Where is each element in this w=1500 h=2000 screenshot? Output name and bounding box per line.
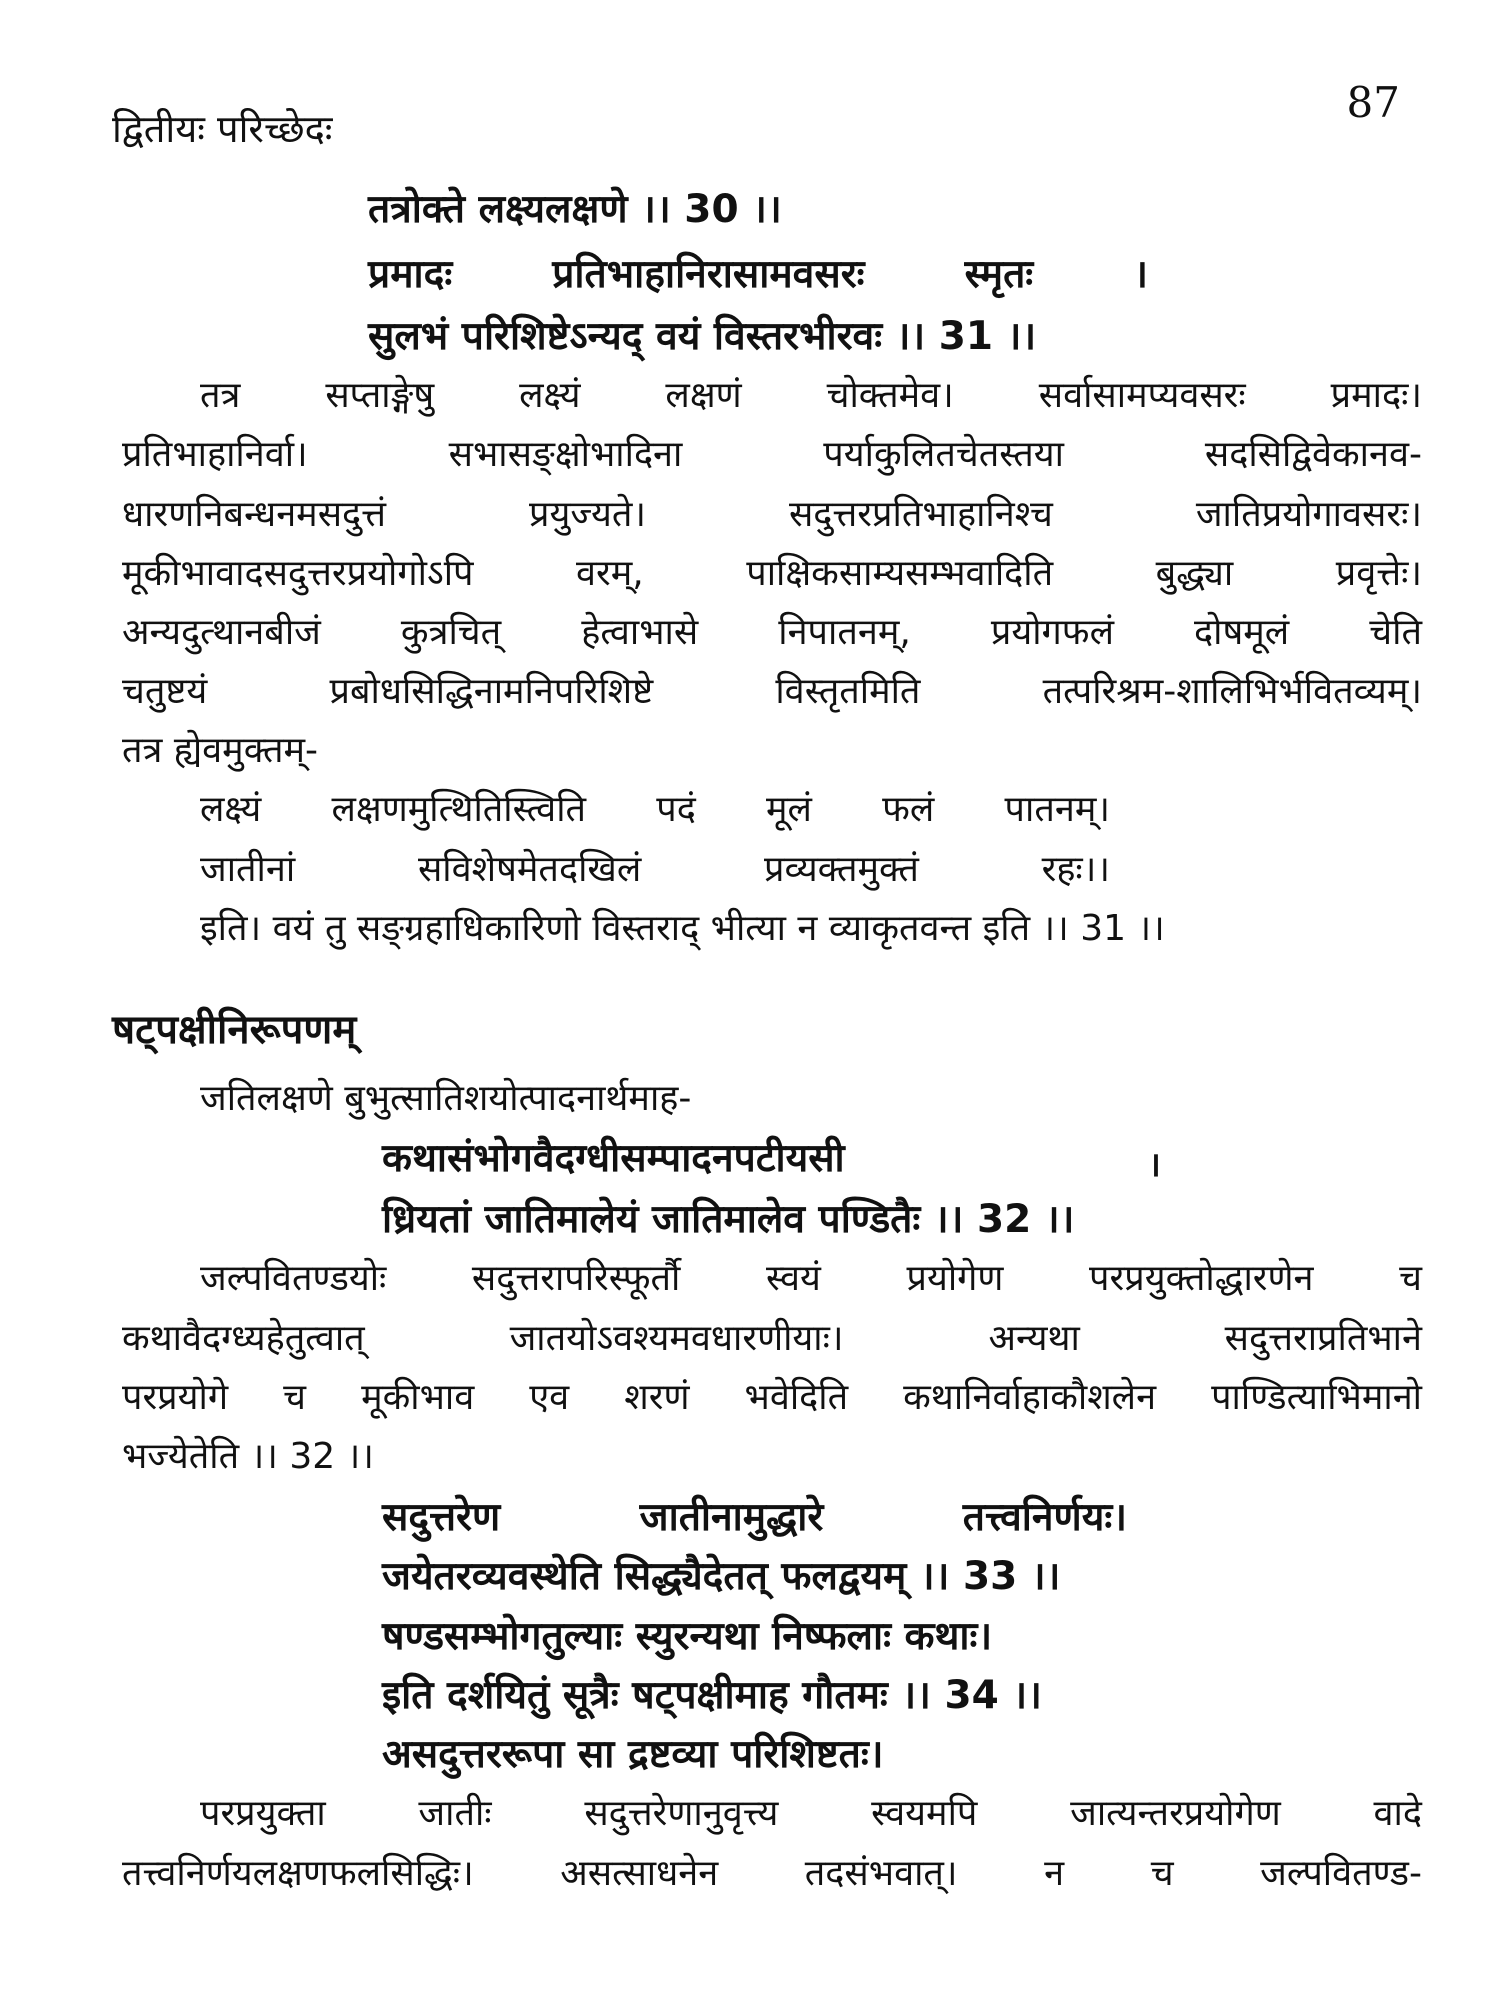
commentary-line: तत्र ह्येवमुक्तम्-	[122, 730, 319, 771]
commentary-line: प्रतिभाहानिर्वा। सभासङ्क्षोभादिना पर्याकुलितचेतस्तया सदसिद्विवेकानव-	[122, 434, 1422, 475]
danda-mark: ।	[1148, 1145, 1161, 1185]
commentary-line: भज्येतेति ।। 32 ।।	[122, 1436, 374, 1477]
verse-line: षण्डसम्भोगतुल्याः स्युरन्यथा निष्फलाः कथाः।	[382, 1614, 993, 1659]
verse-line: असदुत्तररूपा सा द्रष्टव्या परिशिष्टतः।	[382, 1732, 884, 1777]
commentary-line: कथावैदग्ध्यहेतुत्वात् जातयोऽवश्यमवधारणीयाः। अन्यथा सदुत्तराप्रतिभाने	[122, 1318, 1422, 1359]
intro-line: जतिलक्षणे बुभुत्सातिशयोत्पादनार्थमाह-	[200, 1078, 692, 1119]
section-heading: षट्पक्षीनिरूपणम्	[112, 1007, 357, 1053]
commentary-line: अन्यदुत्थानबीजं कुत्रचित् हेत्वाभासे निपातनम्, प्रयोगफलं दोषमूलं चेति	[122, 612, 1422, 653]
verse-line: सदुत्तरेण जातीनामुद्धारे तत्त्वनिर्णयः।	[382, 1495, 1127, 1540]
commentary-line: जल्पवितण्डयोः सदुत्तरापरिस्फूर्तौ स्वयं प्रयोगेण परप्रयुक्तोद्धारणेन च	[200, 1258, 1422, 1299]
verse-line: सुलभं परिशिष्टेऽन्यद् वयं विस्तरभीरवः ।। 31 ।।	[368, 314, 1037, 359]
chapter-header: द्वितीयः परिच्छेदः	[112, 107, 333, 151]
quote-line: लक्ष्यं लक्षणमुत्थितिस्त्विति पदं मूलं फलं पातनम्।	[200, 789, 1110, 830]
commentary-line: परप्रयोगे च मूकीभाव एव शरणं भवेदिति कथानिर्वाहाकौशलेन पाण्डित्याभिमानो	[122, 1377, 1422, 1418]
verse-line: तत्रोक्ते लक्ष्यलक्षणे ।। 30 ।।	[368, 187, 782, 232]
quote-line: जातीनां सविशेषमेतदखिलं प्रव्यक्तमुक्तं रहः।।	[200, 849, 1110, 890]
verse-line: इति दर्शयितुं सूत्रैः षट्पक्षीमाह गौतमः ।। 34 ।।	[382, 1673, 1042, 1718]
commentary-line: धारणनिबन्धनमसदुत्तं प्रयुज्यते। सदुत्तरप्रतिभाहानिश्च जातिप्रयोगावसरः।	[122, 494, 1422, 535]
commentary-line: तत्र सप्ताङ्गेषु लक्ष्यं लक्षणं चोक्तमेव। सर्वासामप्यवसरः प्रमादः।	[200, 375, 1422, 416]
verse-line: जयेतरव्यवस्थेति सिद्ध्यैदेतत् फलद्वयम् ।। 33 ।।	[382, 1554, 1061, 1599]
verse-line: कथासंभोगवैदग्धीसम्पादनपटीयसी	[382, 1136, 845, 1181]
commentary-line: परप्रयुक्ता जातीः सदुत्तरेणानुवृत्त्य स्वयमपि जात्यन्तरप्रयोगेण वादे	[200, 1793, 1422, 1834]
verse-line: प्रमादः प्रतिभाहानिरासामवसरः स्मृतः ।	[368, 252, 1148, 297]
quote-line: इति। वयं तु सङ्ग्रहाधिकारिणो विस्तराद् भीत्या न व्याकृतवन्त इति ।। 31 ।।	[200, 908, 1165, 949]
page-number: 87	[1346, 78, 1400, 127]
verse-line: ध्रियतां जातिमालेयं जातिमालेव पण्डितैः ।। 32 ।।	[382, 1197, 1075, 1242]
commentary-line: मूकीभावादसदुत्तरप्रयोगोऽपि वरम्, पाक्षिकसाम्यसम्भवादिति बुद्ध्या प्रवृत्तेः।	[122, 553, 1422, 594]
commentary-line: तत्त्वनिर्णयलक्षणफलसिद्धिः। असत्साधनेन तदसंभवात्। न च जल्पवितण्ड-	[122, 1853, 1422, 1894]
commentary-line: चतुष्टयं प्रबोधसिद्धिनामनिपरिशिष्टे विस्तृतमिति तत्परिश्रम-शालिभिर्भवितव्यम्।	[122, 671, 1422, 712]
